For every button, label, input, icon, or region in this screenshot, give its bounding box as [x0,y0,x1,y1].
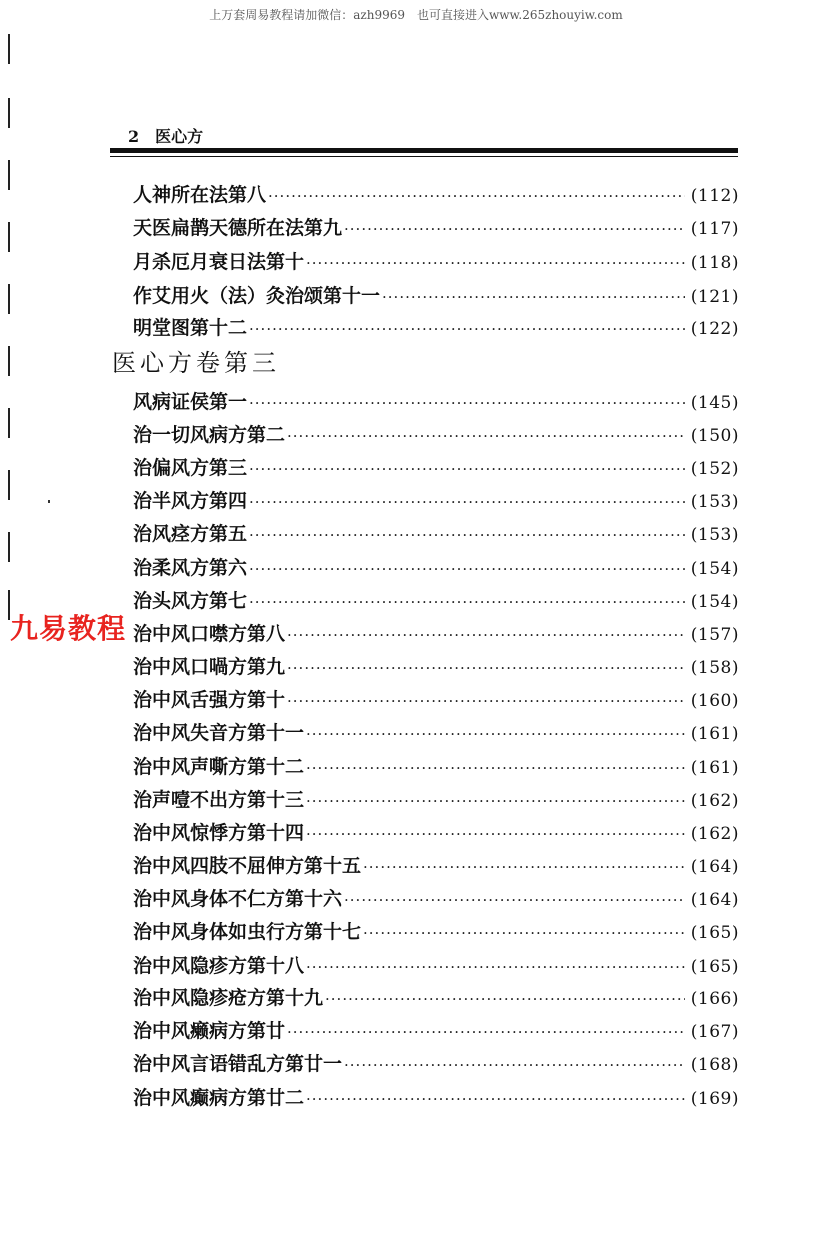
dot-leader [363,923,685,943]
volume-heading: 医心方卷第三 [112,349,280,377]
toc-entry-title: 治风痉方第五 [133,523,248,545]
toc-entry [133,553,739,579]
toc-entry-page: (154) [690,592,739,612]
toc-entry [133,213,739,239]
toc-entry [133,387,739,413]
toc-entry-page: (153) [690,492,739,512]
dot-leader [306,957,685,977]
toc-entry-title: 治半风方第四 [133,490,248,512]
dot-leader [249,393,685,413]
toc-entry [133,281,739,307]
dot-leader [325,989,685,1009]
toc-entry-title: 月杀厄月衰日法第十 [133,251,305,273]
toc-entry-title: 治中风口噤方第八 [133,623,286,645]
toc-entry [133,685,739,711]
toc-entry [133,1049,739,1075]
toc-entry [133,1083,739,1109]
toc-entry-title: 治中风身体如虫行方第十七 [133,921,362,943]
dot-leader [249,492,685,512]
dot-leader [249,592,685,612]
toc-entry-title: 治一切风病方第二 [133,424,286,446]
dot-leader [344,219,685,239]
dot-leader [287,691,685,711]
toc-entry [133,486,739,512]
toc-entry-page: (122) [690,319,739,339]
toc-entry-page: (112) [690,186,739,206]
dot-leader [306,253,685,273]
toc-entry-title: 治中风声嘶方第十二 [133,756,305,778]
margin-mark [8,346,10,376]
toc-entry [133,180,739,206]
toc-entry [133,983,739,1009]
toc-entry [133,586,739,612]
dot-leader [287,625,685,645]
dot-leader [344,1055,685,1075]
margin-mark [8,408,10,438]
toc-entry [133,420,739,446]
dot-leader [249,525,685,545]
toc-entry-title: 治声噎不出方第十三 [133,789,305,811]
toc-entry-page: (118) [690,253,739,273]
toc-entry-page: (153) [690,525,739,545]
dot-leader [382,287,685,307]
margin-mark [8,222,10,252]
toc-entry-title: 治柔风方第六 [133,557,248,579]
dot-leader [249,559,685,579]
toc-entry-page: (165) [690,923,739,943]
dot-leader [306,791,685,811]
toc-entry-title: 治中风隐疹疮方第十九 [133,987,324,1009]
toc-entry-page: (145) [690,393,739,413]
toc-entry-page: (162) [690,824,739,844]
toc-entry-title: 治中风身体不仁方第十六 [133,888,343,910]
watermark-logo: 九易教程 [10,612,127,645]
toc-entry-title: 治中风言语错乱方第廿一 [133,1053,343,1075]
scan-speck [48,500,50,503]
toc-entry-page: (161) [690,758,739,778]
toc-entry-page: (169) [690,1089,739,1109]
toc-entry [133,1016,739,1042]
toc-entry [133,519,739,545]
header-rule-thick [110,148,738,153]
toc-entry [133,917,739,943]
toc-entry-title: 治头风方第七 [133,590,248,612]
toc-entry-title: 明堂图第十二 [133,317,248,339]
toc-entry-title: 治中风癫病方第廿二 [133,1087,305,1109]
toc-entry-title: 治中风隐疹方第十八 [133,955,305,977]
toc-entry-page: (154) [690,559,739,579]
dot-leader [363,857,685,877]
page-number: 2 [128,127,140,146]
toc-entry [133,884,739,910]
toc-entry-title: 治中风癞病方第廿 [133,1020,286,1042]
book-title: 医心方 [155,127,204,146]
toc-entry-title: 治偏风方第三 [133,457,248,479]
toc-entry [133,818,739,844]
dot-leader [344,890,685,910]
toc-entry-title: 人神所在法第八 [133,184,267,206]
dot-leader [287,426,685,446]
dot-leader [249,459,685,479]
toc-entry-page: (162) [690,791,739,811]
toc-entry-page: (157) [690,625,739,645]
toc-entry [133,951,739,977]
toc-entry-title: 风病证侯第一 [133,391,248,413]
toc-entry-page: (167) [690,1022,739,1042]
margin-mark [8,532,10,562]
toc-entry [133,652,739,678]
toc-entry-title: 治中风惊悸方第十四 [133,822,305,844]
dot-leader [287,658,685,678]
toc-entry-page: (152) [690,459,739,479]
toc-entry [133,313,739,339]
margin-mark [8,98,10,128]
margin-mark [8,470,10,500]
toc-entry-page: (161) [690,724,739,744]
dot-leader [249,319,685,339]
toc-entry-page: (164) [690,890,739,910]
dot-leader [306,724,685,744]
toc-entry-page: (164) [690,857,739,877]
margin-mark [8,284,10,314]
toc-entry-page: (160) [690,691,739,711]
toc-entry [133,851,739,877]
margin-mark [8,160,10,190]
toc-entry-page: (165) [690,957,739,977]
toc-entry-title: 治中风口喎方第九 [133,656,286,678]
toc-entry-page: (158) [690,658,739,678]
dot-leader [306,1089,685,1109]
toc-entry-title: 作艾用火（法）灸治颂第十一 [133,285,381,307]
toc-entry [133,247,739,273]
dot-leader [287,1022,685,1042]
toc-entry-title: 治中风舌强方第十 [133,689,286,711]
running-header [128,124,203,147]
toc-entry-title: 天医扁鹊天德所在法第九 [133,217,343,239]
toc-entry-title: 治中风失音方第十一 [133,722,305,744]
margin-mark [8,34,10,64]
toc-entry [133,619,739,645]
toc-entry [133,718,739,744]
toc-entry [133,752,739,778]
top-banner: 上万套周易教程请加微信：azh9969 也可直接进入www.265zhouyiw.com [209,8,623,22]
header-rule-thin [110,156,738,157]
toc-entry-page: (168) [690,1055,739,1075]
dot-leader [306,824,685,844]
toc-entry-page: (117) [690,219,739,239]
toc-entry-page: (166) [690,989,739,1009]
toc-entry-page: (150) [690,426,739,446]
dot-leader [268,186,685,206]
toc-entry [133,785,739,811]
toc-entry-title: 治中风四肢不屈伸方第十五 [133,855,362,877]
dot-leader [306,758,685,778]
toc-entry [133,453,739,479]
toc-entry-page: (121) [690,287,739,307]
